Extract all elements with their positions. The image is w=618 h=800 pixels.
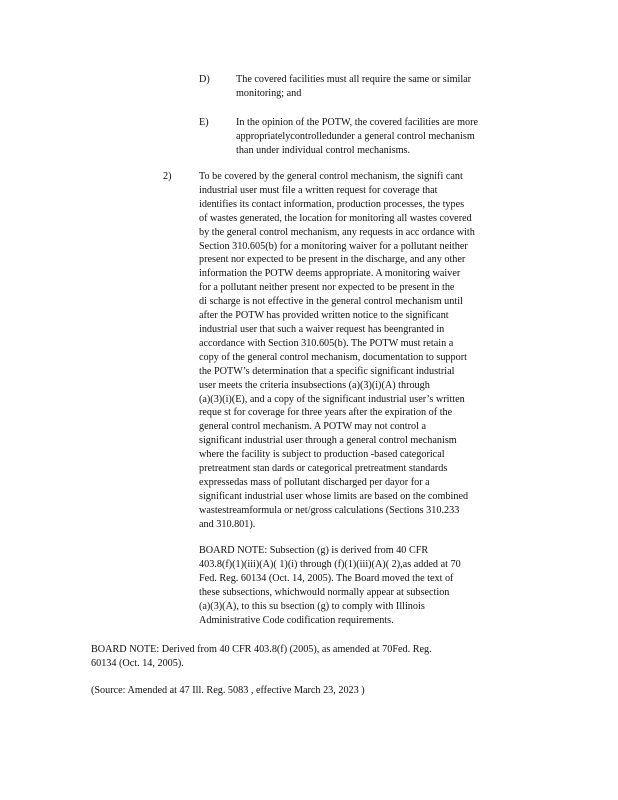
item-2-line: significant industrial user through a general control mechanism [199, 435, 457, 447]
inner-board-note [199, 544, 461, 627]
item-2-line: di scharge is not effective in the general control mechanism until [199, 296, 463, 308]
inner-board-note-line: Administrative Code codification requirements. [199, 614, 394, 626]
inner-board-note-line: Fed. Reg. 60134 (Oct. 14, 2005). The Board moved the text of [199, 572, 454, 584]
item-2-line: industrial user must file a written request for coverage that [199, 184, 438, 196]
item-2-line: reque st for coverage for three years after the expiration of the [199, 407, 453, 419]
item-2-line: significant industrial user whose limits are based on the combined [199, 490, 469, 502]
item-2-line: Section 310.605(b) for a monitoring waiver for a pollutant neither [199, 240, 468, 252]
item-2-line: (a)(3)(i)(E), and a copy of the significant industrial user’s written [199, 393, 465, 405]
inner-board-note-line: (a)(3)(A), to this su bsection (g) to comply with Illinois [199, 600, 425, 612]
section-board-note-line: BOARD NOTE: Derived from 40 CFR 403.8(f) (2005), as amended at 70Fed. Reg. [91, 644, 432, 655]
item-2-line: accordance with Section 310.605(b). The POTW must retain a [199, 337, 454, 349]
item-d-line: monitoring; and [236, 87, 302, 99]
item-d-text [236, 73, 471, 101]
inner-board-note-line: these subsections, whichwould normally appear at subsection [199, 586, 450, 598]
item-2-line: and 310.801). [199, 518, 256, 530]
item-2-label: 2) [163, 171, 172, 182]
item-e-label: E) [199, 117, 209, 128]
source-citation: (Source: Amended at 47 Ill. Reg. 5083 , effective March 23, 2023 ) [91, 685, 365, 696]
item-d-line: The covered facilities must all require the same or similar [236, 74, 472, 85]
item-2-line: expressedas mass of pollutant discharged per dayor for a [199, 476, 430, 488]
item-e-line: In the opinion of the POTW, the covered facilities are more [236, 117, 479, 128]
item-2-line: wastestreamformula or net/gross calculations (Sections 310.233 [199, 504, 460, 516]
item-2-line: of wastes generated, the location for monitoring all wastes covered [199, 212, 472, 224]
item-e-text [236, 116, 478, 158]
inner-board-note-line: 403.8(f)(1)(iii)(A)( 1)(i) through (f)(1)(iii)(A)( 2),as added at 70 [199, 558, 461, 570]
item-2-line: by the general control mechanism, any requests in acc ordance with [199, 226, 475, 238]
item-e-line: than under individual control mechanisms. [236, 144, 410, 156]
item-2-line: for a pollutant neither present nor expected to be present in the [199, 282, 455, 294]
item-d-label: D) [199, 74, 210, 85]
item-2-line: after the POTW has provided written notice to the significant [199, 310, 449, 322]
item-2-line: industrial user that such a waiver request has beengranted in [199, 323, 445, 335]
item-2-line: present nor expected to be present in the discharge, and any other [199, 254, 466, 266]
item-2-line: user meets the criteria insubsections (a)(3)(i)(A) through [199, 379, 430, 391]
item-e-line: appropriatelycontrolledunder a general control mechanism [236, 130, 475, 142]
item-2-line: pretreatment stan dards or categorical pretreatment standards [199, 463, 448, 475]
item-2-line: information the POTW deems appropriate. A monitoring waiver [199, 268, 461, 280]
section-board-note [91, 643, 432, 671]
inner-board-note-line: BOARD NOTE: Subsection (g) is derived from 40 CFR [199, 545, 429, 556]
item-2-line: To be covered by the general control mechanism, the signifi cant [199, 171, 463, 182]
item-2-line: the POTW’s determination that a specific significant industrial [199, 365, 455, 377]
item-2-line: copy of the general control mechanism, documentation to support [199, 351, 467, 363]
item-2-line: general control mechanism. A POTW may not control a [199, 421, 426, 433]
item-2-text [199, 170, 475, 532]
section-board-note-line: 60134 (Oct. 14, 2005). [91, 657, 184, 669]
item-2-line: where the facility is subject to production -based categorical [199, 449, 445, 461]
item-2-line: identifies its contact information, production processes, the types [199, 198, 465, 210]
